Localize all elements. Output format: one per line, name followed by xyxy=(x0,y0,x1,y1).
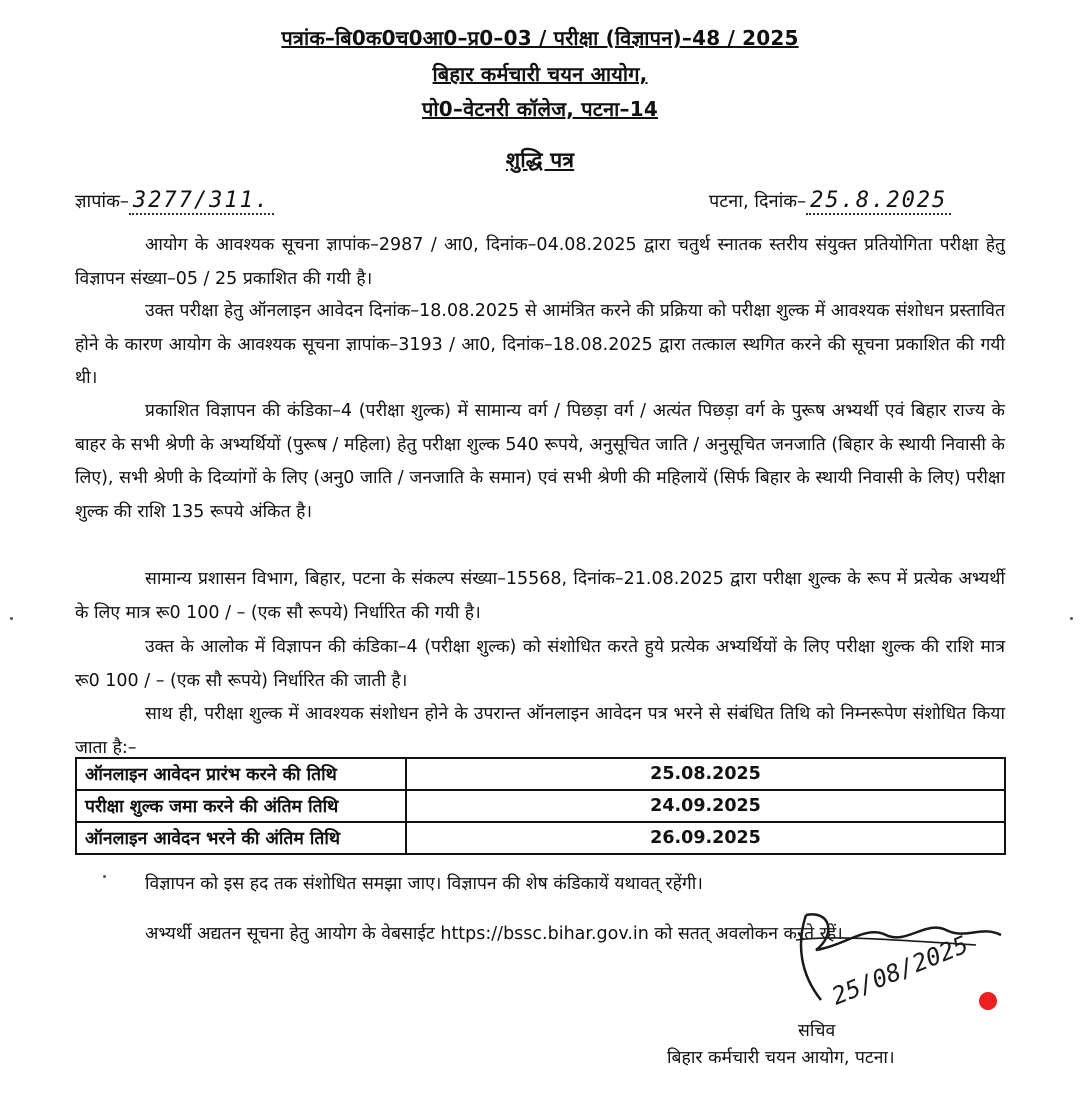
paragraph-4-text: सामान्य प्रशासन विभाग, बिहार, पटना के संकल्प संख्या–15568, दिनांक–21.08.2025 द्वारा परीक्षा शुल्क के रूप में प्रत्येक अभ्यर्थी के लिए मात्र रू0 100 / – (एक सौ रूपये) निर्धारित की गयी है। xyxy=(75,569,1005,623)
memo-row xyxy=(75,182,1065,216)
paragraph-2-text: उक्त परीक्षा हेतु ऑनलाइन आवेदन दिनांक–18.08.2025 से आमंत्रित करने की प्रक्रिया को परीक्षा शुल्क में आवश्यक संशोधन प्रस्तावित होने के कारण आयोग के आवश्यक सूचना ज्ञापांक–3193 / आ0, दिनांक–18.08.2025 द्वारा तत्काल स्थगित करने की सूचना प्रकाशित की गयी थी। xyxy=(75,301,1005,389)
table-cell-label: ऑनलाइन आवेदन भरने की अंतिम तिथि xyxy=(76,822,406,854)
scan-speck xyxy=(10,617,13,620)
table-cell-date: 26.09.2025 xyxy=(406,822,1005,854)
paragraph-2 xyxy=(75,295,1005,396)
scan-speck xyxy=(103,875,106,878)
paragraph-8-text: अभ्यर्थी अद्यतन सूचना हेतु आयोग के वेबसाईट https://bssc.bihar.gov.in को सतत् अवलोकन करते रहें। xyxy=(145,924,843,944)
paragraph-3 xyxy=(75,395,1005,530)
table-cell-date: 25.08.2025 xyxy=(406,758,1005,790)
memo-label: ज्ञापांक– xyxy=(75,191,129,212)
table-row xyxy=(76,790,1005,822)
office-name: बिहार कर्मचारी चयन आयोग, पटना। xyxy=(667,1048,895,1068)
organization-name: बिहार कर्मचारी चयन आयोग, xyxy=(432,62,648,86)
memo-date: 25.8.2025 xyxy=(806,188,951,215)
table-row xyxy=(76,758,1005,790)
memo-number: 3277/311. xyxy=(129,188,274,215)
paragraph-7: विज्ञापन को इस हद तक संशोधित समझा जाए। विज्ञापन की शेष कंडिकायें यथावत् रहेंगी। xyxy=(145,874,703,894)
paragraph-1-text: आयोग के आवश्यक सूचना ज्ञापांक–2987 / आ0, दिनांक–04.08.2025 द्वारा चतुर्थ स्नातक स्तरीय संयुक्त प्रतियोगिता परीक्षा हेतु विज्ञापन संख्या–05 / 25 प्रकाशित की गयी है। xyxy=(75,235,1005,289)
paragraph-6 xyxy=(75,698,1005,765)
paragraph-6-text: साथ ही, परीक्षा शुल्क में आवश्यक संशोधन होने के उपरान्त ऑनलाइन आवेदन पत्र भरने से संबंधित तिथि को निम्नरूपेण संशोधित किया जाता है:– xyxy=(75,704,1005,758)
dates-table xyxy=(75,757,1006,855)
reference-number: पत्रांक–बि0क0च0आ0–प्र0–03 / परीक्षा (विज्ञापन)–48 / 2025 xyxy=(281,26,799,50)
table-cell-label: ऑनलाइन आवेदन प्रारंभ करने की तिथि xyxy=(76,758,406,790)
table-cell-label: परीक्षा शुल्क जमा करने की अंतिम तिथि xyxy=(76,790,406,822)
signature-date: 25/08/2025 xyxy=(827,930,973,1011)
scan-speck xyxy=(1070,617,1073,620)
place-date-label: पटना, दिनांक– xyxy=(709,191,807,212)
handwritten-signature xyxy=(776,905,1006,1015)
paragraph-5 xyxy=(75,631,1005,698)
red-dot-mark xyxy=(979,992,997,1010)
memo-number-block xyxy=(75,188,274,213)
table-cell-date: 24.09.2025 xyxy=(406,790,1005,822)
paragraph-3-text: प्रकाशित विज्ञापन की कंडिका–4 (परीक्षा शुल्क) में सामान्य वर्ग / पिछड़ा वर्ग / अत्यंत पिछड़ा वर्ग के पुरूष अभ्यर्थी एवं बिहार राज्य के बाहर के सभी श्रेणी के अभ्यर्थियों (पुरूष / महिला) हेतु परीक्षा शुल्क 540 रूपये, अनुसूचित जाति / अनुसूचित जनजाति (बिहार के स्थायी निवासी के लिए), सभी श्रेणी के दिव्यांगों के लिए (अनु0 जाति / जनजाति के समान) एवं सभी श्रेणी की महिलायें (सिर्फ बिहार के स्थायी निवासी के लिए) परीक्षा शुल्क की राशि 135 रूपये अंकित है। xyxy=(75,401,1005,523)
table-row xyxy=(76,822,1005,854)
paragraph-1 xyxy=(75,229,1005,296)
designation: सचिव xyxy=(798,1021,836,1041)
paragraph-5-text: उक्त के आलोक में विज्ञापन की कंडिका–4 (परीक्षा शुल्क) को संशोधित करते हुये प्रत्येक अभ्यर्थियों के लिए परीक्षा शुल्क की राशि मात्र रू0 100 / – (एक सौ रूपये) निर्धारित की जाती है। xyxy=(75,637,1005,691)
organization-address: पो0–वेटनरी कॉलेज, पटना–14 xyxy=(422,97,658,121)
memo-date-block xyxy=(709,188,951,213)
paragraph-4 xyxy=(75,563,1005,630)
document-title: शुद्धि पत्र xyxy=(505,148,575,172)
